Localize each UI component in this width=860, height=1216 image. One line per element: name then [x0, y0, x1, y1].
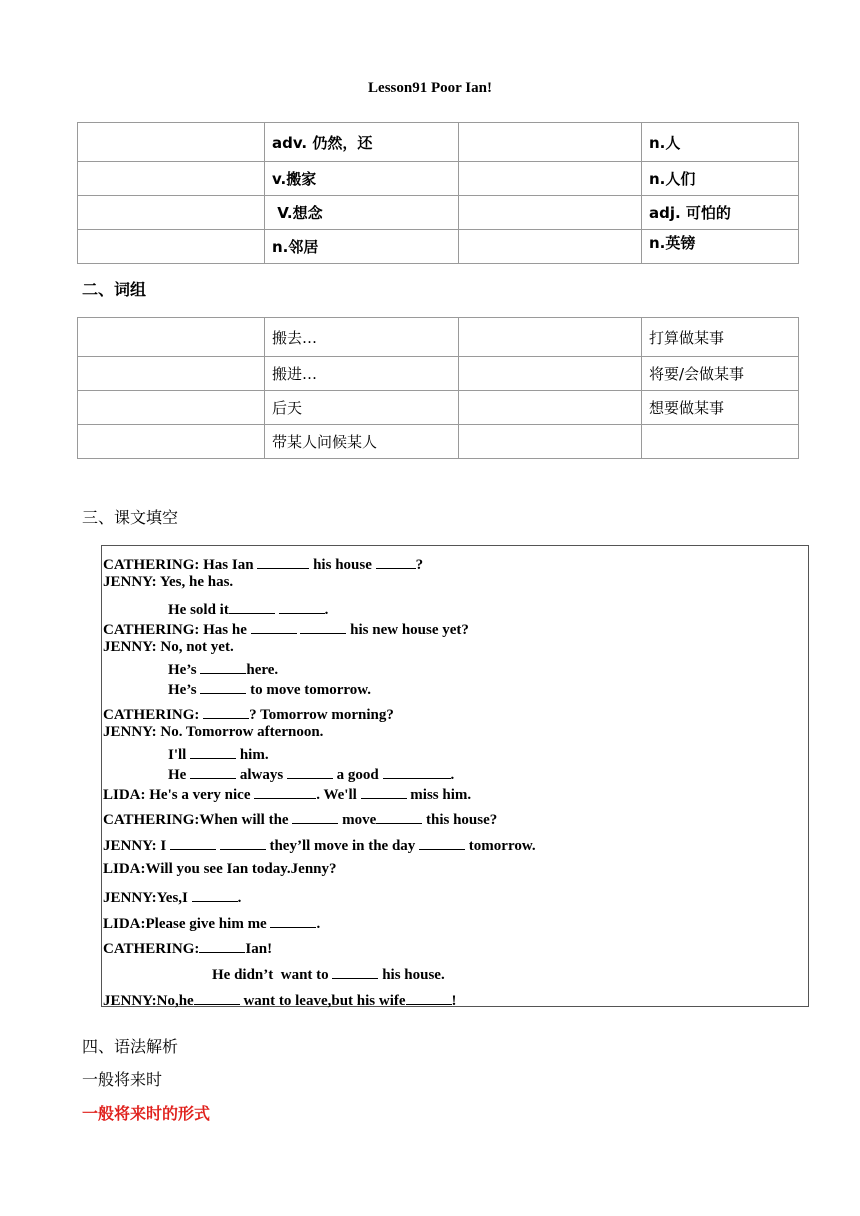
- definition-cell: 搬进…: [265, 357, 459, 391]
- definition-cell: 搬去…: [265, 318, 459, 357]
- dialogue-line: LIDA: He's a very nice . We'll miss him.: [103, 784, 471, 804]
- definition-cell: v.搬家: [265, 162, 459, 196]
- fill-blank[interactable]: [199, 938, 245, 953]
- definition-cell: n.邻居: [265, 230, 459, 264]
- fill-blank[interactable]: [406, 990, 452, 1005]
- answer-cell[interactable]: [78, 391, 265, 425]
- answer-cell[interactable]: [459, 318, 642, 357]
- answer-cell[interactable]: [78, 196, 265, 230]
- answer-cell[interactable]: [459, 230, 642, 264]
- definition-cell: V.想念: [265, 196, 459, 230]
- definition-cell: 打算做某事: [642, 318, 799, 357]
- table-row: [78, 425, 799, 459]
- definition-cell: 将要/会做某事: [642, 357, 799, 391]
- fill-blank[interactable]: [270, 913, 316, 928]
- answer-cell[interactable]: [78, 230, 265, 264]
- fill-blank[interactable]: [419, 835, 465, 850]
- definition-cell: 后天: [265, 391, 459, 425]
- dialogue-line: CATHERING: Has he his new house yet?: [103, 619, 469, 639]
- fill-blank[interactable]: [361, 784, 407, 799]
- definition-cell: adv. 仍然，还: [265, 123, 459, 162]
- fill-blank[interactable]: [287, 764, 333, 779]
- vocabulary-table: [77, 122, 799, 264]
- dialogue-line: JENNY:No,he want to leave,but his wife !: [103, 990, 457, 1010]
- grammar-topic: 一般将来时: [82, 1070, 163, 1089]
- definition-cell: n.人们: [642, 162, 799, 196]
- answer-cell[interactable]: [78, 162, 265, 196]
- answer-cell[interactable]: [78, 318, 265, 357]
- dialogue-line: He sold it .: [168, 599, 328, 619]
- fill-blank[interactable]: [383, 764, 451, 779]
- fill-blank[interactable]: [220, 835, 266, 850]
- answer-cell[interactable]: [78, 425, 265, 459]
- answer-cell[interactable]: [459, 123, 642, 162]
- fill-blank[interactable]: [300, 619, 346, 634]
- table-row: [78, 391, 799, 425]
- dialogue-line: CATHERING: Has Ian his house ?: [103, 554, 423, 574]
- dialogue-line: He didn’t want to his house.: [212, 964, 445, 984]
- dialogue-line: He’s here.: [168, 659, 278, 679]
- fill-blank[interactable]: [292, 809, 338, 824]
- section-heading-grammar: 四、语法解析: [82, 1037, 179, 1056]
- fill-blank[interactable]: [376, 809, 422, 824]
- answer-cell[interactable]: [459, 425, 642, 459]
- definition-cell: n.英镑: [642, 230, 799, 264]
- fill-blank[interactable]: [200, 679, 246, 694]
- dialogue-line: JENNY: No. Tomorrow afternoon.: [103, 724, 324, 740]
- table-row: [78, 123, 799, 162]
- fill-blank[interactable]: [194, 990, 240, 1005]
- section-heading-fill-blanks: 三、课文填空: [82, 508, 179, 527]
- dialogue-line: CATHERING:When will the move this house?: [103, 809, 497, 829]
- phrases-table: [77, 317, 799, 459]
- table-row: [78, 318, 799, 357]
- fill-blank[interactable]: [257, 554, 309, 569]
- definition-cell: 想要做某事: [642, 391, 799, 425]
- section-heading-phrases: 二、词组: [82, 280, 147, 299]
- answer-cell[interactable]: [78, 357, 265, 391]
- definition-cell: 带某人问候某人: [265, 425, 459, 459]
- table-row: [78, 357, 799, 391]
- page-title: Lesson91 Poor Ian!: [368, 80, 492, 96]
- fill-blank[interactable]: [251, 619, 297, 634]
- dialogue-line: JENNY: I they’ll move in the day tomorrow.: [103, 835, 536, 855]
- dialogue-line: I'll him.: [168, 744, 269, 764]
- fill-blank[interactable]: [279, 599, 325, 614]
- definition-cell: [642, 425, 799, 459]
- fill-blank[interactable]: [254, 784, 316, 799]
- dialogue-line: He’s to move tomorrow.: [168, 679, 371, 699]
- dialogue-line: JENNY: No, not yet.: [103, 639, 234, 655]
- answer-cell[interactable]: [459, 357, 642, 391]
- fill-blank[interactable]: [376, 554, 416, 569]
- dialogue-line: JENNY:Yes,I .: [103, 887, 241, 907]
- dialogue-line: He always a good .: [168, 764, 454, 784]
- answer-cell[interactable]: [459, 391, 642, 425]
- dialogue-line: JENNY: Yes, he has.: [103, 574, 234, 590]
- fill-blank[interactable]: [200, 659, 246, 674]
- table-row: [78, 230, 799, 264]
- definition-cell: n.人: [642, 123, 799, 162]
- definition-cell: adj. 可怕的: [642, 196, 799, 230]
- fill-blank[interactable]: [192, 887, 238, 902]
- dialogue-line: LIDA:Will you see Ian today.Jenny?: [103, 861, 337, 877]
- dialogue-box: [101, 545, 809, 1007]
- table-row: [78, 162, 799, 196]
- answer-cell[interactable]: [459, 196, 642, 230]
- dialogue-line: LIDA:Please give him me .: [103, 913, 320, 933]
- fill-blank[interactable]: [229, 599, 275, 614]
- fill-blank[interactable]: [332, 964, 378, 979]
- dialogue-line: CATHERING: Ian!: [103, 938, 272, 958]
- fill-blank[interactable]: [203, 704, 249, 719]
- answer-cell[interactable]: [78, 123, 265, 162]
- table-row: [78, 196, 799, 230]
- grammar-subtopic: 一般将来时的形式: [82, 1104, 211, 1123]
- dialogue-line: CATHERING: ? Tomorrow morning?: [103, 704, 394, 724]
- fill-blank[interactable]: [170, 835, 216, 850]
- fill-blank[interactable]: [190, 764, 236, 779]
- fill-blank[interactable]: [190, 744, 236, 759]
- answer-cell[interactable]: [459, 162, 642, 196]
